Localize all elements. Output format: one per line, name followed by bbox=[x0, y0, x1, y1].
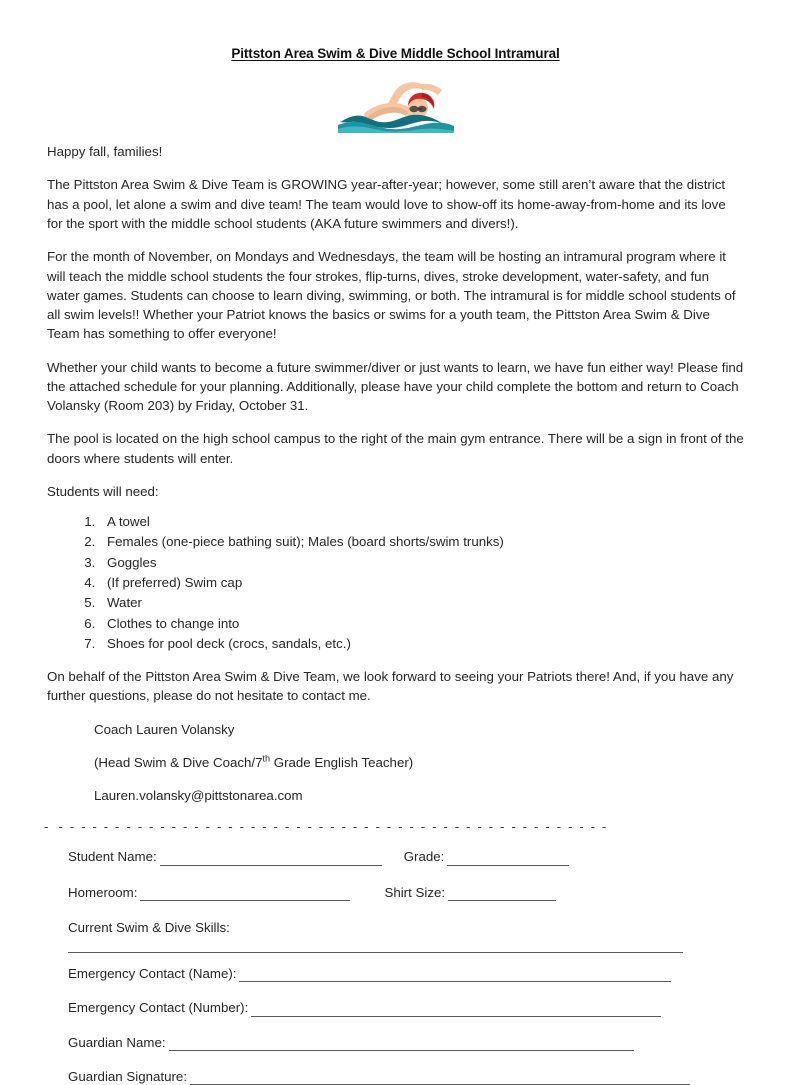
coach-role-superscript: th bbox=[262, 753, 271, 764]
swimmer-icon bbox=[338, 81, 454, 133]
grade-label: Grade: bbox=[403, 849, 445, 865]
guardian-signature-input-line[interactable] bbox=[190, 1071, 690, 1085]
swimmer-graphic bbox=[0, 78, 791, 136]
emergency-contact-number-label: Emergency Contact (Number): bbox=[68, 1000, 249, 1016]
schedule-return-paragraph: Whether your child wants to become a future swimmer/diver or just wants to learn, we have fun either way! Please find the attached schedule for your planning. Additionally, please have your child complete the bottom and return to Coach Volansky (Room 203) by Friday, October 31. bbox=[47, 359, 744, 414]
grade-input-line[interactable] bbox=[447, 852, 569, 866]
list-item: 5. Water bbox=[99, 593, 744, 612]
page-title-text: Pittston Area Swim & Dive Middle School Intramural bbox=[231, 46, 560, 61]
shirt-size-field[interactable] bbox=[384, 884, 556, 901]
emergency-contact-number-field[interactable] bbox=[68, 999, 751, 1016]
return-slip-form bbox=[0, 848, 791, 1085]
coach-role bbox=[94, 753, 744, 772]
student-name-field[interactable] bbox=[68, 848, 382, 865]
shirt-size-input-line[interactable] bbox=[448, 887, 556, 901]
emergency-contact-name-input-line[interactable] bbox=[239, 968, 671, 982]
list-item: 7. Shoes for pool deck (crocs, sandals, etc.) bbox=[99, 634, 744, 653]
pool-location-paragraph: The pool is located on the high school campus to the right of the main gym entrance. There will be a sign in front of the doors where students will enter. bbox=[47, 431, 744, 466]
list-item: 6. Clothes to change into bbox=[99, 614, 744, 633]
list-item: 4. (If preferred) Swim cap bbox=[99, 573, 744, 592]
signature-block bbox=[47, 720, 744, 806]
homeroom-field[interactable] bbox=[68, 884, 350, 901]
guardian-signature-field[interactable] bbox=[68, 1068, 751, 1085]
form-row-homeroom-shirt bbox=[68, 884, 751, 901]
coach-role-suffix: Grade English Teacher) bbox=[270, 754, 414, 770]
emergency-contact-name-label: Emergency Contact (Name): bbox=[68, 966, 237, 982]
intro-paragraph: The Pittston Area Swim & Dive Team is GROWING year-after-year; however, some still aren’t aware that the district has a pool, let alone a swim and dive team! The team would love to show-off its home-away-from-home and its love for the sport with the middle school students (AKA future swimmers and divers!). bbox=[47, 177, 726, 231]
list-item: 3. Goggles bbox=[99, 553, 744, 572]
page-title bbox=[0, 0, 791, 62]
greeting-paragraph: Happy fall, families! bbox=[47, 144, 163, 160]
guardian-name-label: Guardian Name: bbox=[68, 1034, 166, 1050]
grade-field[interactable] bbox=[404, 848, 570, 865]
document-body bbox=[0, 142, 791, 805]
guardian-signature-label: Guardian Signature: bbox=[68, 1069, 188, 1085]
emergency-contact-number-input-line[interactable] bbox=[251, 1003, 661, 1017]
homeroom-label: Homeroom: bbox=[68, 884, 138, 900]
program-details-paragraph: For the month of November, on Mondays and Wednesdays, the team will be hosting an intramural program where it will teach the middle school students the four strokes, flip-turns, dives, stroke development, water-safety, and fun water games. Students can choose to learn diving, swimming, or both. The intramural is for middle school students of all swim levels!! Whether your Patriot knows the basics or swims for a youth team, the Pittston Area Swim & Dive Team has something to offer everyone! bbox=[47, 249, 736, 342]
guardian-name-input-line[interactable] bbox=[169, 1037, 634, 1051]
form-row-name-grade bbox=[68, 848, 751, 865]
emergency-contact-name-field[interactable] bbox=[68, 965, 751, 982]
tear-off-line bbox=[0, 819, 791, 834]
coach-role-prefix: (Head Swim & Dive Coach/7 bbox=[94, 754, 263, 770]
homeroom-input-line[interactable] bbox=[140, 887, 350, 901]
student-name-input-line[interactable] bbox=[160, 852, 382, 866]
shirt-size-label: Shirt Size: bbox=[384, 884, 446, 900]
coach-name: Coach Lauren Volansky bbox=[94, 721, 235, 737]
tear-line-dashes: - - - - - - - - - - - - - - - - - - - - - - - - - - - - - - - - - - - - - - - - - - - - - - - - - bbox=[58, 819, 608, 835]
swim-skills-input-line[interactable] bbox=[68, 952, 683, 953]
student-name-label: Student Name: bbox=[68, 849, 157, 865]
swim-skills-field[interactable] bbox=[68, 919, 751, 953]
closing-paragraph: On behalf of the Pittston Area Swim & Dive Team, we look forward to seeing your Patriots there! And, if you have any further questions, please do not hesitate to contact me. bbox=[47, 669, 734, 704]
list-item: 1. A towel bbox=[99, 512, 744, 531]
tear-line-lead-dash: - bbox=[44, 819, 49, 835]
coach-email: Lauren.volansky@pittstonarea.com bbox=[94, 788, 303, 804]
student-needs-list bbox=[47, 512, 744, 653]
swim-skills-label: Current Swim & Dive Skills: bbox=[68, 919, 230, 935]
guardian-name-field[interactable] bbox=[68, 1034, 751, 1051]
needs-heading: Students will need: bbox=[47, 483, 159, 499]
list-item: 2. Females (one-piece bathing suit); Males (board shorts/swim trunks) bbox=[99, 532, 744, 551]
